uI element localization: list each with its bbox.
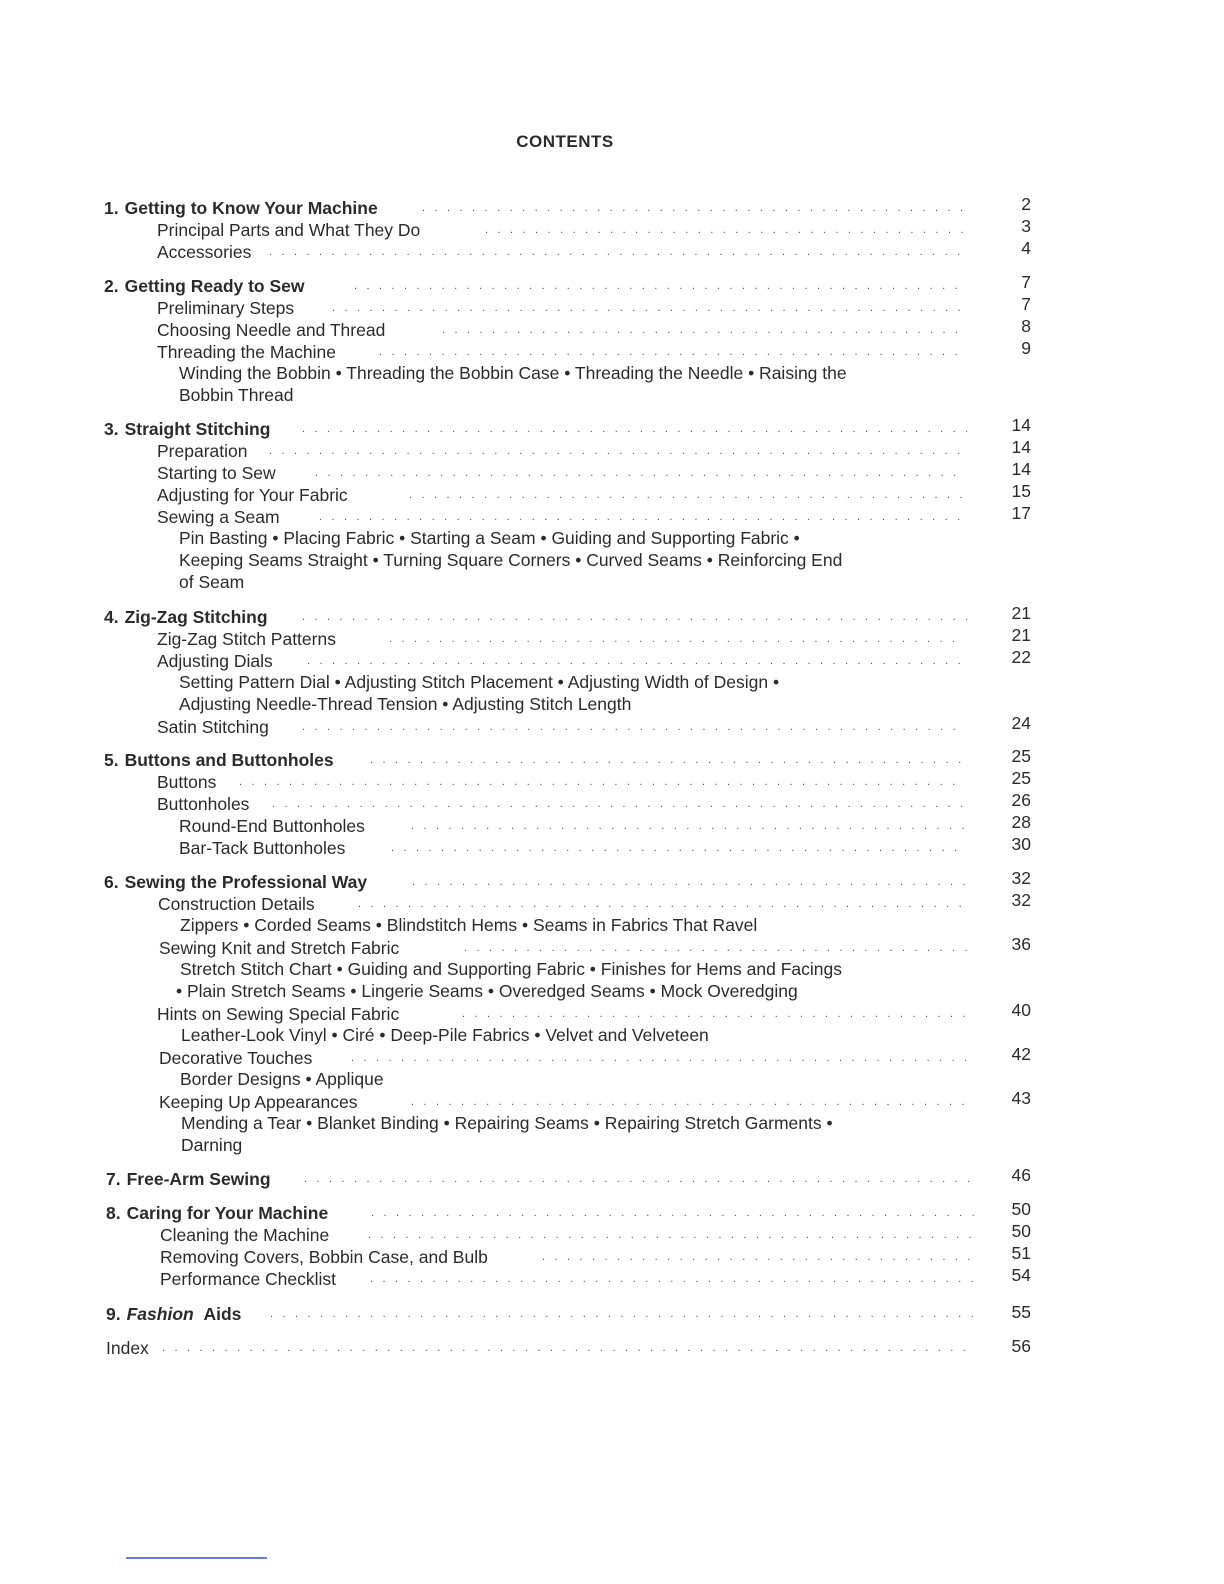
leader-dots (270, 1303, 976, 1325)
toc-chapter-1 (104, 197, 974, 219)
item-title: Principal Parts and What They Do (157, 220, 421, 240)
detail-line: Bobbin Thread (179, 385, 294, 405)
page-number: 43 (1011, 1088, 1031, 1108)
page-number: 7 (1021, 294, 1031, 314)
detail-line: Border Designs • Applique (180, 1069, 384, 1089)
page-number: 22 (1011, 647, 1031, 667)
item-title: Preliminary Steps (157, 298, 295, 318)
leader-dots (379, 341, 965, 363)
toc-item (157, 628, 977, 650)
leader-dots (462, 1003, 965, 1025)
leader-dots (409, 484, 965, 506)
chapter-title: Free-Arm Sewing (126, 1169, 271, 1189)
toc-subitem (179, 837, 979, 859)
leader-dots (412, 871, 967, 893)
item-title: Adjusting for Your Fabric (157, 485, 348, 505)
page-number: 17 (1011, 503, 1031, 523)
page-number: 25 (1011, 768, 1031, 788)
page-number: 24 (1011, 713, 1031, 733)
leader-dots (239, 771, 965, 793)
detail-line: Mending a Tear • Blanket Binding • Repairing Seams • Repairing Stretch Garments • (181, 1113, 833, 1133)
chapter-number: 4. (104, 607, 119, 627)
chapter-title: Buttons and Buttonholes (124, 750, 334, 770)
page-title: CONTENTS (516, 132, 614, 151)
leader-dots (368, 1224, 976, 1246)
chapter-title: Zig-Zag Stitching (124, 607, 268, 627)
item-title: Bar-Tack Buttonholes (179, 838, 346, 858)
item-title: Performance Checklist (160, 1269, 337, 1289)
page-number: 32 (1011, 890, 1031, 910)
index-title: Index (106, 1338, 149, 1358)
item-title: Satin Stitching (157, 717, 269, 737)
leader-dots (269, 241, 965, 263)
chapter-title: Getting to Know Your Machine (124, 198, 378, 218)
toc-item (157, 319, 977, 341)
footer-rule (126, 1557, 267, 1559)
toc-item (160, 1268, 980, 1290)
item-title: Starting to Sew (157, 463, 276, 483)
leader-dots (162, 1337, 976, 1359)
page-number: 7 (1021, 272, 1031, 292)
leader-dots (351, 1047, 967, 1069)
page-number: 26 (1011, 790, 1031, 810)
item-title: Hints on Sewing Special Fabric (157, 1004, 400, 1024)
item-title: Accessories (157, 242, 252, 262)
detail-line: Leather-Look Vinyl • Ciré • Deep-Pile Fabrics • Velvet and Velveteen (181, 1025, 709, 1045)
toc-chapter-3 (104, 418, 974, 440)
toc-item (157, 297, 977, 319)
page-number: 8 (1021, 316, 1031, 336)
toc-item (157, 241, 977, 263)
toc-item (160, 1246, 980, 1268)
chapter-number: 8. (106, 1203, 121, 1223)
toc-item (159, 1091, 979, 1113)
page-number: 32 (1011, 868, 1031, 888)
detail-line: • Plain Stretch Seams • Lingerie Seams • Overedged Seams • Mock Overedging (176, 981, 798, 1001)
item-title: Construction Details (158, 894, 315, 914)
leader-dots (391, 837, 965, 859)
page-number: 55 (1011, 1302, 1031, 1322)
page-number: 14 (1011, 437, 1031, 457)
page-number: 51 (1011, 1243, 1031, 1263)
chapter-number: 5. (104, 750, 119, 770)
page-number: 3 (1021, 216, 1031, 236)
page-number: 14 (1011, 459, 1031, 479)
page-number: 56 (1011, 1336, 1031, 1356)
detail-line: Setting Pattern Dial • Adjusting Stitch Placement • Adjusting Width of Design • (179, 672, 780, 692)
page-number: 50 (1011, 1199, 1031, 1219)
toc-chapter-5 (104, 749, 974, 771)
leader-dots (332, 297, 965, 319)
page-number: 25 (1011, 746, 1031, 766)
toc-chapter-6 (104, 871, 974, 893)
leader-dots (485, 219, 965, 241)
leader-dots (542, 1246, 976, 1268)
toc-item (157, 440, 977, 462)
item-title: Adjusting Dials (157, 651, 273, 671)
toc-item (157, 341, 977, 363)
leader-dots (354, 275, 967, 297)
item-title: Choosing Needle and Thread (157, 320, 386, 340)
page-number: 54 (1011, 1265, 1031, 1285)
item-title: Buttonholes (157, 794, 250, 814)
toc-item (160, 1224, 980, 1246)
item-title: Sewing a Seam (157, 507, 280, 527)
leader-dots (411, 815, 965, 837)
item-title: Decorative Touches (159, 1048, 313, 1068)
chapter-number: 9. (106, 1304, 121, 1324)
leader-dots (272, 793, 965, 815)
detail-line: Winding the Bobbin • Threading the Bobbin Case • Threading the Needle • Raising the (179, 363, 847, 383)
toc-item (157, 506, 977, 528)
item-title: Buttons (157, 772, 217, 792)
detail-line: Darning (181, 1135, 243, 1155)
page-number: 4 (1021, 238, 1031, 258)
toc-item (157, 1003, 977, 1025)
toc-item (157, 650, 977, 672)
leader-dots (371, 1202, 976, 1224)
leader-dots (370, 749, 967, 771)
page-number: 15 (1011, 481, 1031, 501)
toc-item (157, 462, 977, 484)
chapter-number: 7. (106, 1169, 121, 1189)
toc-item (157, 484, 977, 506)
leader-dots (442, 319, 965, 341)
leader-dots (307, 650, 965, 672)
toc-item (157, 716, 977, 738)
item-title: Zig-Zag Stitch Patterns (157, 629, 336, 649)
leader-dots (411, 1091, 967, 1113)
toc-chapter-2 (104, 275, 974, 297)
detail-line: Pin Basting • Placing Fabric • Starting a Seam • Guiding and Supporting Fabric • (179, 528, 800, 548)
toc-index (106, 1337, 981, 1359)
toc-chapter-8 (106, 1202, 981, 1224)
toc-subitem (179, 815, 979, 837)
toc-item (157, 771, 977, 793)
chapter-title-italic: Fashion (126, 1304, 194, 1324)
page-number: 40 (1011, 1000, 1031, 1020)
page-number: 36 (1011, 934, 1031, 954)
item-title: Threading the Machine (157, 342, 336, 362)
page-number: 9 (1021, 338, 1031, 358)
chapter-number: 2. (104, 276, 119, 296)
chapter-title: Getting Ready to Sew (124, 276, 305, 296)
chapter-title: Caring for Your Machine (126, 1203, 329, 1223)
leader-dots (422, 197, 967, 219)
page-number: 28 (1011, 812, 1031, 832)
item-title: Round-End Buttonholes (179, 816, 365, 836)
leader-dots (358, 893, 966, 915)
item-title: Keeping Up Appearances (159, 1092, 358, 1112)
chapter-title: Aids (203, 1304, 242, 1324)
leader-dots (370, 1268, 976, 1290)
chapter-number: 3. (104, 419, 119, 439)
leader-dots (302, 606, 967, 628)
toc-chapter-7 (106, 1168, 981, 1190)
chapter-number: 6. (104, 872, 119, 892)
item-title: Sewing Knit and Stretch Fabric (159, 938, 400, 958)
toc-item (157, 793, 977, 815)
page-number: 21 (1011, 603, 1031, 623)
detail-line: Adjusting Needle-Thread Tension • Adjusting Stitch Length (179, 694, 632, 714)
page-number: 30 (1011, 834, 1031, 854)
page-number: 42 (1011, 1044, 1031, 1064)
detail-line: of Seam (179, 572, 245, 592)
leader-dots (464, 937, 967, 959)
leader-dots (315, 462, 965, 484)
leader-dots (302, 418, 967, 440)
page-number: 2 (1021, 194, 1031, 214)
leader-dots (389, 628, 965, 650)
toc-item (157, 219, 977, 241)
item-title: Cleaning the Machine (160, 1225, 330, 1245)
leader-dots (319, 506, 965, 528)
page-number: 50 (1011, 1221, 1031, 1241)
toc-chapter-9 (106, 1303, 981, 1325)
item-title: Preparation (157, 441, 248, 461)
leader-dots (269, 440, 965, 462)
page-number: 21 (1011, 625, 1031, 645)
leader-dots (302, 716, 965, 738)
toc-chapter-4 (104, 606, 974, 628)
detail-line: Stretch Stitch Chart • Guiding and Supporting Fabric • Finishes for Hems and Facings (180, 959, 843, 979)
leader-dots (304, 1168, 976, 1190)
chapter-title: Sewing the Professional Way (124, 872, 368, 892)
page-number: 46 (1011, 1165, 1031, 1185)
toc-item (158, 893, 978, 915)
item-title: Removing Covers, Bobbin Case, and Bulb (160, 1247, 488, 1267)
chapter-number: 1. (104, 198, 119, 218)
page-number: 14 (1011, 415, 1031, 435)
detail-line: Zippers • Corded Seams • Blindstitch Hems • Seams in Fabrics That Ravel (180, 915, 758, 935)
toc-item (159, 937, 979, 959)
toc-item (159, 1047, 979, 1069)
detail-line: Keeping Seams Straight • Turning Square Corners • Curved Seams • Reinforcing End (179, 550, 843, 570)
chapter-title: Straight Stitching (124, 419, 271, 439)
